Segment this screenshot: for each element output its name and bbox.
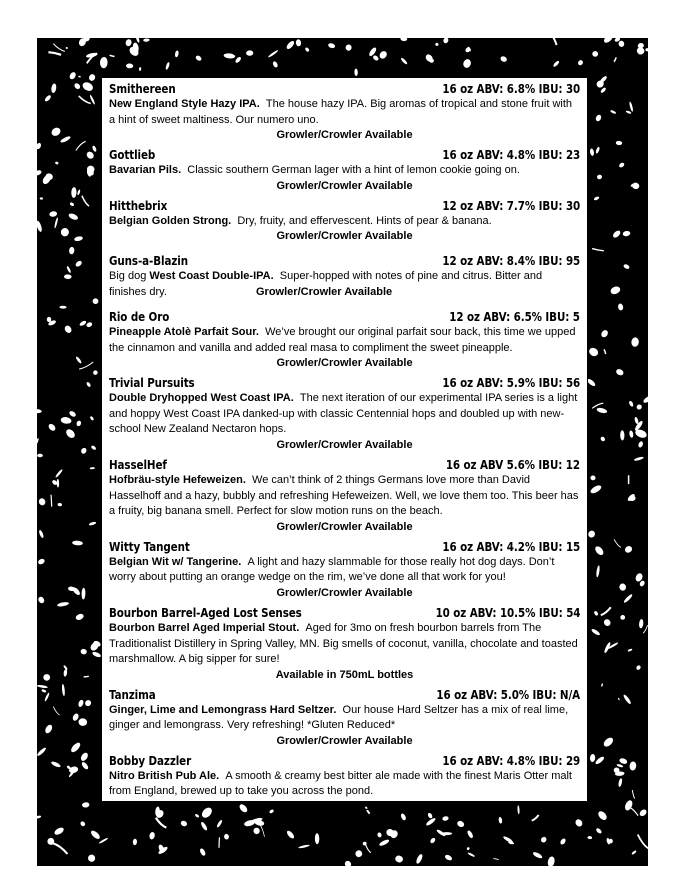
beer-description (109, 621, 580, 668)
beer-name: Hitthebrix (109, 198, 168, 213)
menu-item (109, 310, 580, 371)
menu-item (109, 688, 580, 749)
beer-style: Double Dryhopped West Coast IPA. (109, 392, 294, 405)
menu-item (109, 376, 580, 453)
menu-item (109, 254, 580, 300)
beer-specs: 16 oz ABV: 4.8% IBU: 23 (442, 148, 580, 163)
beer-style-prefix: Big dog (109, 270, 150, 283)
beer-specs: 12 oz ABV: 7.7% IBU: 30 (442, 198, 580, 213)
beer-style: New England Style Hazy IPA. (109, 98, 260, 110)
availability: Growler/Crowler Available (276, 734, 413, 747)
availability: Growler/Crowler Available (276, 230, 413, 243)
beer-notes: The house hazy IPA. Big aromas of tropical and stone fruit with a hint of sweet maltiness. Our numero uno. (109, 98, 573, 126)
availability: Growler/Crowler Available (256, 285, 393, 298)
beer-notes: Classic southern German lager with a hint of lemon cookie going on. (187, 164, 520, 177)
menu-item (109, 199, 580, 245)
beer-name: Guns-a-Blazin (109, 254, 188, 269)
beer-description (109, 97, 580, 128)
beer-notes: Super-hopped with notes of pine and citrus. Bitter and finishes dry. (109, 270, 543, 298)
menu-item (109, 606, 580, 683)
beer-style: Bourbon Barrel Aged Imperial Stout. (109, 621, 300, 634)
availability: Growler/Crowler Available (276, 438, 413, 451)
availability: Growler/Crowler Available (276, 179, 413, 192)
availability: NOT AVAILABLE TO GO (281, 801, 408, 814)
availability: Growler/Crowler Available (276, 357, 413, 370)
beer-style: Hofbräu-style Hefeweizen. (109, 473, 246, 486)
beer-notes: The next iteration of our experimental IPA series is a light and hoppy West Coast IPA danked-up with classic Centennial hops and doubled up with new-school New Zealand Nectaron hops. (109, 392, 578, 436)
beer-description (109, 473, 580, 520)
availability: Growler/Crowler Available (276, 586, 413, 599)
availability: Growler/Crowler Available (276, 129, 413, 142)
beer-specs: 16 oz ABV: 5.0% IBU: N/A (436, 687, 580, 702)
beer-notes: A light and hazy slammable for those really hot dog days. Don’t worry about putting an orange wedge on the rim, we’ve done all that work for you! (109, 555, 555, 584)
beer-description (109, 555, 580, 586)
beer-description (109, 214, 580, 230)
menu-item (109, 82, 580, 143)
beer-name: Rio de Oro (109, 309, 170, 324)
beer-name: Trivial Pursuits (109, 376, 195, 391)
beer-specs: 16 oz ABV 5.6% IBU: 12 (445, 457, 580, 472)
beer-name: Gottlieb (109, 148, 156, 163)
menu-item (109, 148, 580, 194)
beer-style: Nitro British Pub Ale. (109, 769, 220, 782)
beer-style: Belgian Golden Strong. (109, 214, 232, 227)
beer-name: HasselHef (109, 457, 167, 472)
menu-item (109, 540, 580, 601)
beer-name: Bobby Dazzler (109, 753, 192, 768)
beer-specs: 16 oz ABV: 6.8% IBU: 30 (442, 82, 580, 96)
beer-description (109, 769, 580, 800)
beer-notes: A smooth & creamy best bitter ale made with the finest Maris Otter malt from England, brewed up to take you across the pond. (109, 769, 572, 798)
beer-style: Belgian Wit w/ Tangerine. (109, 555, 242, 568)
beer-menu-panel (101, 77, 588, 814)
beer-specs: 12 oz ABV: 6.5% IBU: 5 (449, 309, 580, 324)
beer-specs: 16 oz ABV: 5.9% IBU: 56 (442, 376, 580, 391)
menu-item (109, 458, 580, 535)
beer-style: Pineapple Atolè Parfait Sour. (109, 325, 259, 338)
beer-specs: 10 oz ABV: 10.5% IBU: 54 (435, 605, 580, 620)
beer-specs: 12 oz ABV: 8.4% IBU: 95 (442, 254, 580, 269)
beer-name: Bourbon Barrel-Aged Lost Senses (109, 605, 302, 620)
beer-specs: 16 oz ABV: 4.2% IBU: 15 (442, 539, 580, 554)
beer-notes: Aged for 3mo on fresh bourbon barrels from The Traditionalist Distillery in Spring Valley, MN. Big smells of coconut, vanilla, chocolate and toasted marshmallow. A big sipper for sure! (109, 621, 578, 666)
beer-name: Tanzima (109, 687, 156, 702)
availability: Available in 750mL bottles (275, 668, 414, 681)
beer-notes: Dry, fruity, and effervescent. Hints of pear & banana. (237, 214, 492, 227)
availability: Growler/Crowler Available (276, 520, 413, 533)
beer-description (109, 703, 580, 734)
beer-description (109, 163, 580, 179)
beer-style: Bavarian Pils. (109, 164, 182, 177)
beer-name: Smithereen (109, 82, 176, 96)
beer-notes: We’ve brought our original parfait sour back, this time we upped the cinnamon and vanilla and added real masa to compliment the sweet pineapple. (109, 325, 576, 354)
menu-item (109, 754, 580, 815)
beer-style: West Coast Double-IPA. (149, 270, 274, 283)
beer-specs: 16 oz ABV: 4.8% IBU: 29 (442, 753, 580, 768)
beer-style: Ginger, Lime and Lemongrass Hard Seltzer. (109, 703, 337, 716)
beer-notes: We can’t think of 2 things Germans love more than David Hasselhoff and a hazy, bubbly and refreshing Hefeweizen. Well, we love them too. This beer has a fruity, big banana smell. Perfect for slow motion runs on the beach. (109, 473, 579, 518)
beer-name: Witty Tangent (109, 539, 190, 554)
beer-description (109, 391, 580, 438)
beer-description (109, 325, 580, 356)
beer-notes: Our house Hard Seltzer has a mix of real lime, ginger and lemongrass. Very refreshing! *Gluten Reduced* (109, 703, 569, 732)
